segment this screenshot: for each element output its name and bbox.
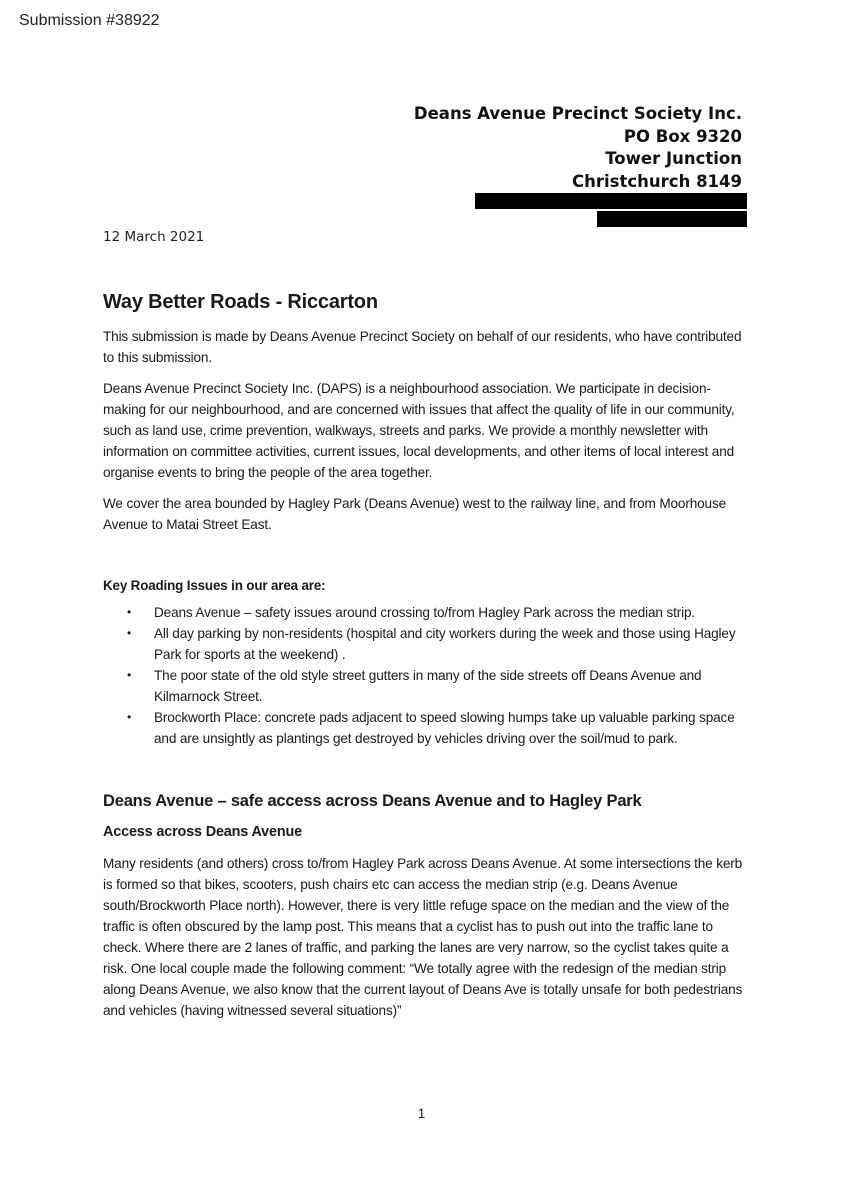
po-box: PO Box 9320	[623, 126, 742, 146]
section-heading: Deans Avenue – safe access across Deans Avenue and to Hagley Park	[103, 792, 642, 810]
letter-date: 12 March 2021	[103, 229, 205, 245]
list-item-text: Brockworth Place: concrete pads adjacent to speed slowing humps take up valuable parking space and are unsightly as plantings get destroyed by vehicles driving over the soil/mud to park.	[154, 710, 735, 746]
intro-paragraph: Deans Avenue Precinct Society Inc. (DAPS) is a neighbourhood association. We participate in decision-making for our neighbourhood, and are concerned with issues that affect the quality of life in our community, such as land use, crime prevention, walkways, streets and parks. We provide a monthly newsletter with information on committee activities, current issues, local developments, and other items of local interest and organise events to bring the people of the area together.	[103, 381, 735, 480]
key-issues-list	[103, 602, 743, 749]
bullet-icon: •	[127, 626, 132, 640]
letterhead-address	[414, 103, 742, 193]
intro-paragraph: This submission is made by Deans Avenue Precinct Society on behalf of our residents, who have contributed to this submission.	[103, 329, 742, 365]
section-subheading: Access across Deans Avenue	[103, 824, 303, 840]
list-item-text: All day parking by non-residents (hospital and city workers during the week and those using Hagley Park for sports at the weekend) .	[154, 626, 736, 662]
key-issues-heading: Key Roading Issues in our area are:	[103, 578, 326, 593]
submission-id: Submission #38922	[19, 12, 160, 29]
page-number: 1	[417, 1106, 426, 1121]
bullet-icon: •	[127, 710, 132, 724]
list-item	[103, 602, 743, 623]
redaction-bar	[475, 193, 747, 209]
locality: Tower Junction	[605, 149, 742, 168]
document-body	[103, 288, 743, 1031]
list-item	[103, 623, 743, 665]
list-item	[103, 707, 743, 749]
organisation-name: Deans Avenue Precinct Society Inc.	[413, 104, 742, 123]
intro-paragraph: We cover the area bounded by Hagley Park (Deans Avenue) west to the railway line, and from Moorhouse Avenue to Matai Street East.	[103, 496, 726, 532]
bullet-icon: •	[127, 605, 132, 619]
list-item	[103, 665, 743, 707]
city-postcode: Christchurch 8149	[572, 171, 742, 191]
list-item-text: The poor state of the old style street gutters in many of the side streets off Deans Avenue and Kilmarnock Street.	[154, 668, 702, 704]
list-item-text: Deans Avenue – safety issues around crossing to/from Hagley Park across the median strip.	[154, 605, 696, 620]
document-title: Way Better Roads - Riccarton	[103, 291, 378, 313]
redaction-bar	[597, 211, 747, 227]
section-paragraph: Many residents (and others) cross to/from Hagley Park across Deans Avenue. At some intersections the kerb is formed so that bikes, scooters, push chairs etc can access the median strip (e.g. Deans Avenue south/Brockworth Place north). However, there is very little refuge space on the median and the view of the traffic is often obscured by the lamp post. This means that a cyclist has to push out into the traffic lane to check. Where there are 2 lanes of traffic, and parking the lanes are very narrow, so the cyclist takes quite a risk. One local couple made the following comment: “We totally agree with the redesign of the median strip along Deans Avenue, we also know that the current layout of Deans Ave is totally unsafe for both pedestrians and vehicles (having witnessed several situations)”	[103, 856, 743, 1018]
bullet-icon: •	[127, 668, 132, 682]
